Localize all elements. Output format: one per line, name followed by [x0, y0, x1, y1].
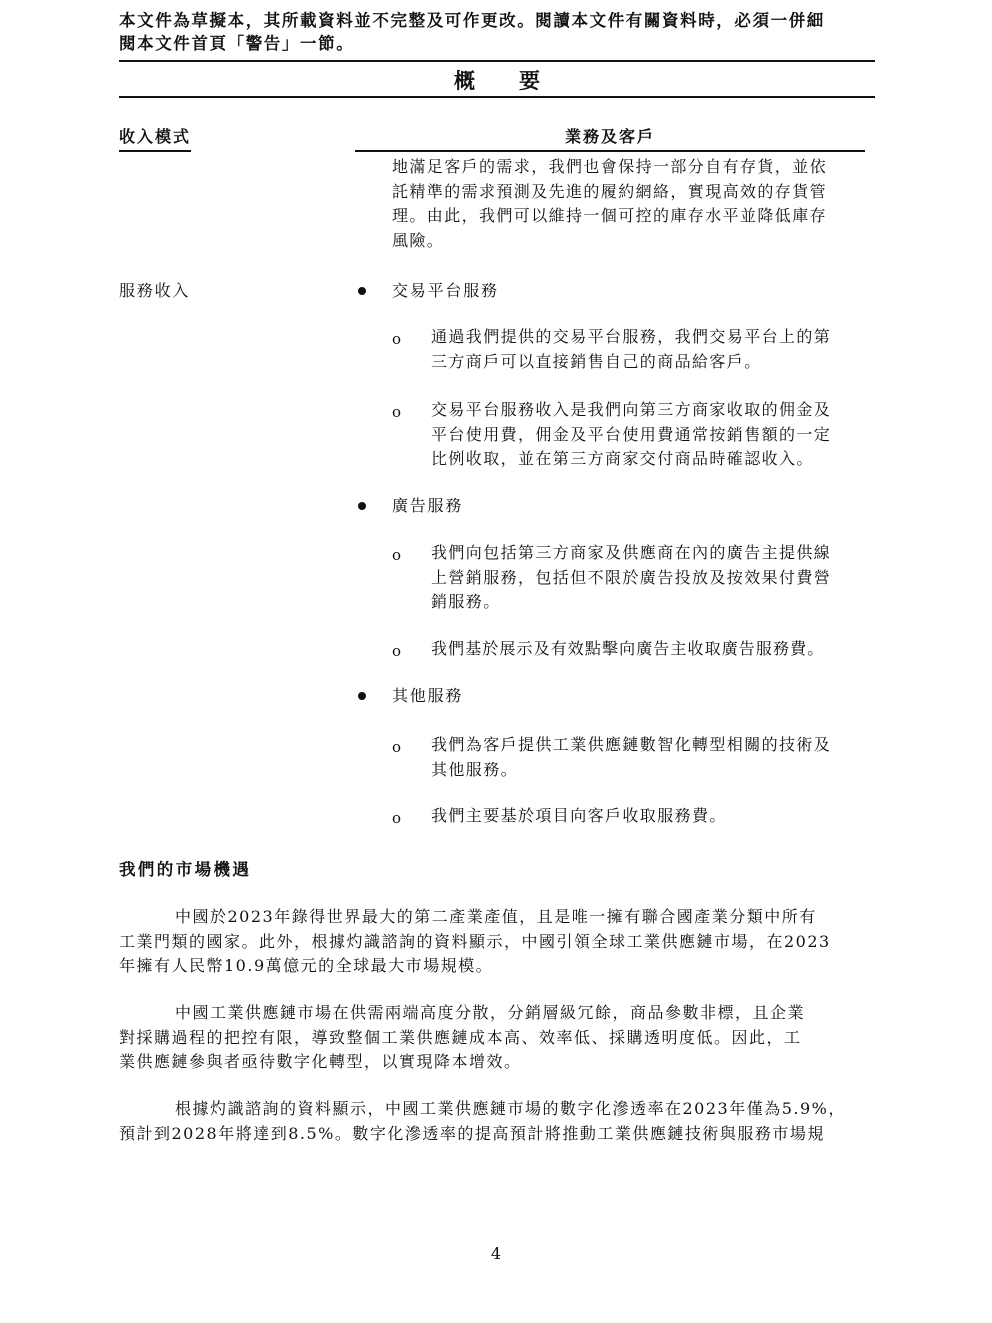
title-bottom-rule — [119, 96, 875, 98]
sub-bullet-line: 三方商戶可以直接銷售自己的商品給客戶。 — [431, 351, 762, 371]
sub-bullet-text — [431, 637, 881, 662]
sub-bullet-marker: o — [392, 330, 402, 348]
column-header-revenue-model: 收入模式 — [119, 126, 191, 152]
bullet-dot-icon — [358, 502, 366, 510]
sub-bullet-line: 我們向包括第三方商家及供應商在內的廣告主提供線 — [431, 543, 832, 562]
sub-bullet-marker: o — [392, 546, 402, 564]
continuation-line: 託精準的需求預測及先進的履約網絡，實現高效的存貨管 — [392, 181, 828, 201]
service-revenue-label: 服務收入 — [119, 281, 191, 300]
page-number: 4 — [490, 1244, 502, 1263]
body-line: 中國於2023年錄得世界最大的第二產業產值，且是唯一擁有聯合國產業分類中所有 — [175, 907, 817, 926]
body-line: 業供應鏈參與者亟待數字化轉型，以實現降本增效。 — [119, 1052, 522, 1071]
bullet-dot-icon — [358, 287, 366, 295]
sub-bullet-line: 其他服務。 — [431, 759, 519, 779]
bullet-title-trading-platform: 交易平台服務 — [392, 281, 499, 300]
draft-notice — [119, 9, 875, 55]
body-paragraph — [119, 905, 875, 979]
bullet-title-advertising: 廣告服務 — [392, 496, 464, 515]
continuation-line: 理。由此，我們可以維持一個可控的庫存水平並降低庫存 — [392, 206, 828, 225]
sub-bullet-line: 平台使用費，佣金及平台使用費通常按銷售額的一定 — [431, 424, 832, 444]
continuation-line: 風險。 — [392, 230, 445, 250]
body-line: 預計到2028年將達到8.5%。數字化滲透率的提高預計將推動工業供應鏈技術與服務市場規 — [119, 1123, 825, 1143]
sub-bullet-marker: o — [392, 738, 402, 756]
section-heading-market-opportunities: 我們的市場機遇 — [119, 860, 252, 879]
body-paragraph — [119, 1097, 875, 1146]
bullet-title-other-services: 其他服務 — [392, 686, 464, 705]
body-line: 對採購過程的把控有限，導致整個工業供應鏈成本高、效率低、採購透明度低。因此，工 — [119, 1027, 802, 1047]
draft-notice-line-2: 閱本文件首頁「警告」一節。 — [119, 34, 355, 53]
body-line: 年擁有人民幣10.9萬億元的全球最大市場規模。 — [119, 956, 494, 975]
sub-bullet-line: 我們為客戶提供工業供應鏈數智化轉型相關的技術及 — [431, 735, 832, 754]
sub-bullet-text — [431, 398, 874, 472]
body-line: 工業門類的國家。此外，根據灼識諮詢的資料顯示，中國引領全球工業供應鏈市場，在2023 — [119, 931, 831, 951]
sub-bullet-line: 交易平台服務收入是我們向第三方商家收取的佣金及 — [431, 400, 832, 419]
column-header-business-customers: 業務及客戶 — [355, 126, 865, 152]
body-paragraph — [119, 1001, 875, 1075]
continuation-line: 地滿足客戶的需求，我們也會保持一部分自有存貨，並依 — [392, 157, 828, 176]
sub-bullet-marker: o — [392, 403, 402, 421]
sub-bullet-line: 比例收取，並在第三方商家交付商品時確認收入。 — [431, 449, 814, 468]
sub-bullet-marker: o — [392, 642, 402, 660]
sub-bullet-text — [431, 804, 874, 829]
sub-bullet-line: 通過我們提供的交易平台服務，我們交易平台上的第 — [431, 327, 832, 346]
sub-bullet-line: 我們基於展示及有效點擊向廣告主收取廣告服務費。 — [431, 639, 825, 658]
sub-bullet-marker: o — [392, 809, 402, 827]
draft-notice-line-1: 本文件為草擬本，其所載資料並不完整及可作更改。閱讀本文件有關資料時，必須一併細 — [119, 11, 825, 30]
continuation-paragraph — [392, 155, 874, 253]
sub-bullet-text — [431, 325, 874, 374]
sub-bullet-line: 上營銷服務，包括但不限於廣告投放及按效果付費營 — [431, 567, 832, 587]
sub-bullet-text — [431, 541, 874, 615]
sub-bullet-line: 我們主要基於項目向客戶收取服務費。 — [431, 806, 727, 825]
body-line: 根據灼識諮詢的資料顯示，中國工業供應鏈市場的數字化滲透率在2023年僅為5.9%， — [175, 1099, 846, 1118]
sub-bullet-line: 銷服務。 — [431, 592, 501, 611]
page-title: 概要 — [454, 68, 584, 93]
title-top-rule — [119, 60, 875, 62]
body-line: 中國工業供應鏈市場在供需兩端高度分散，分銷層級冗餘，商品參數非標，且企業 — [175, 1003, 806, 1022]
sub-bullet-text — [431, 733, 874, 782]
bullet-dot-icon — [358, 692, 366, 700]
